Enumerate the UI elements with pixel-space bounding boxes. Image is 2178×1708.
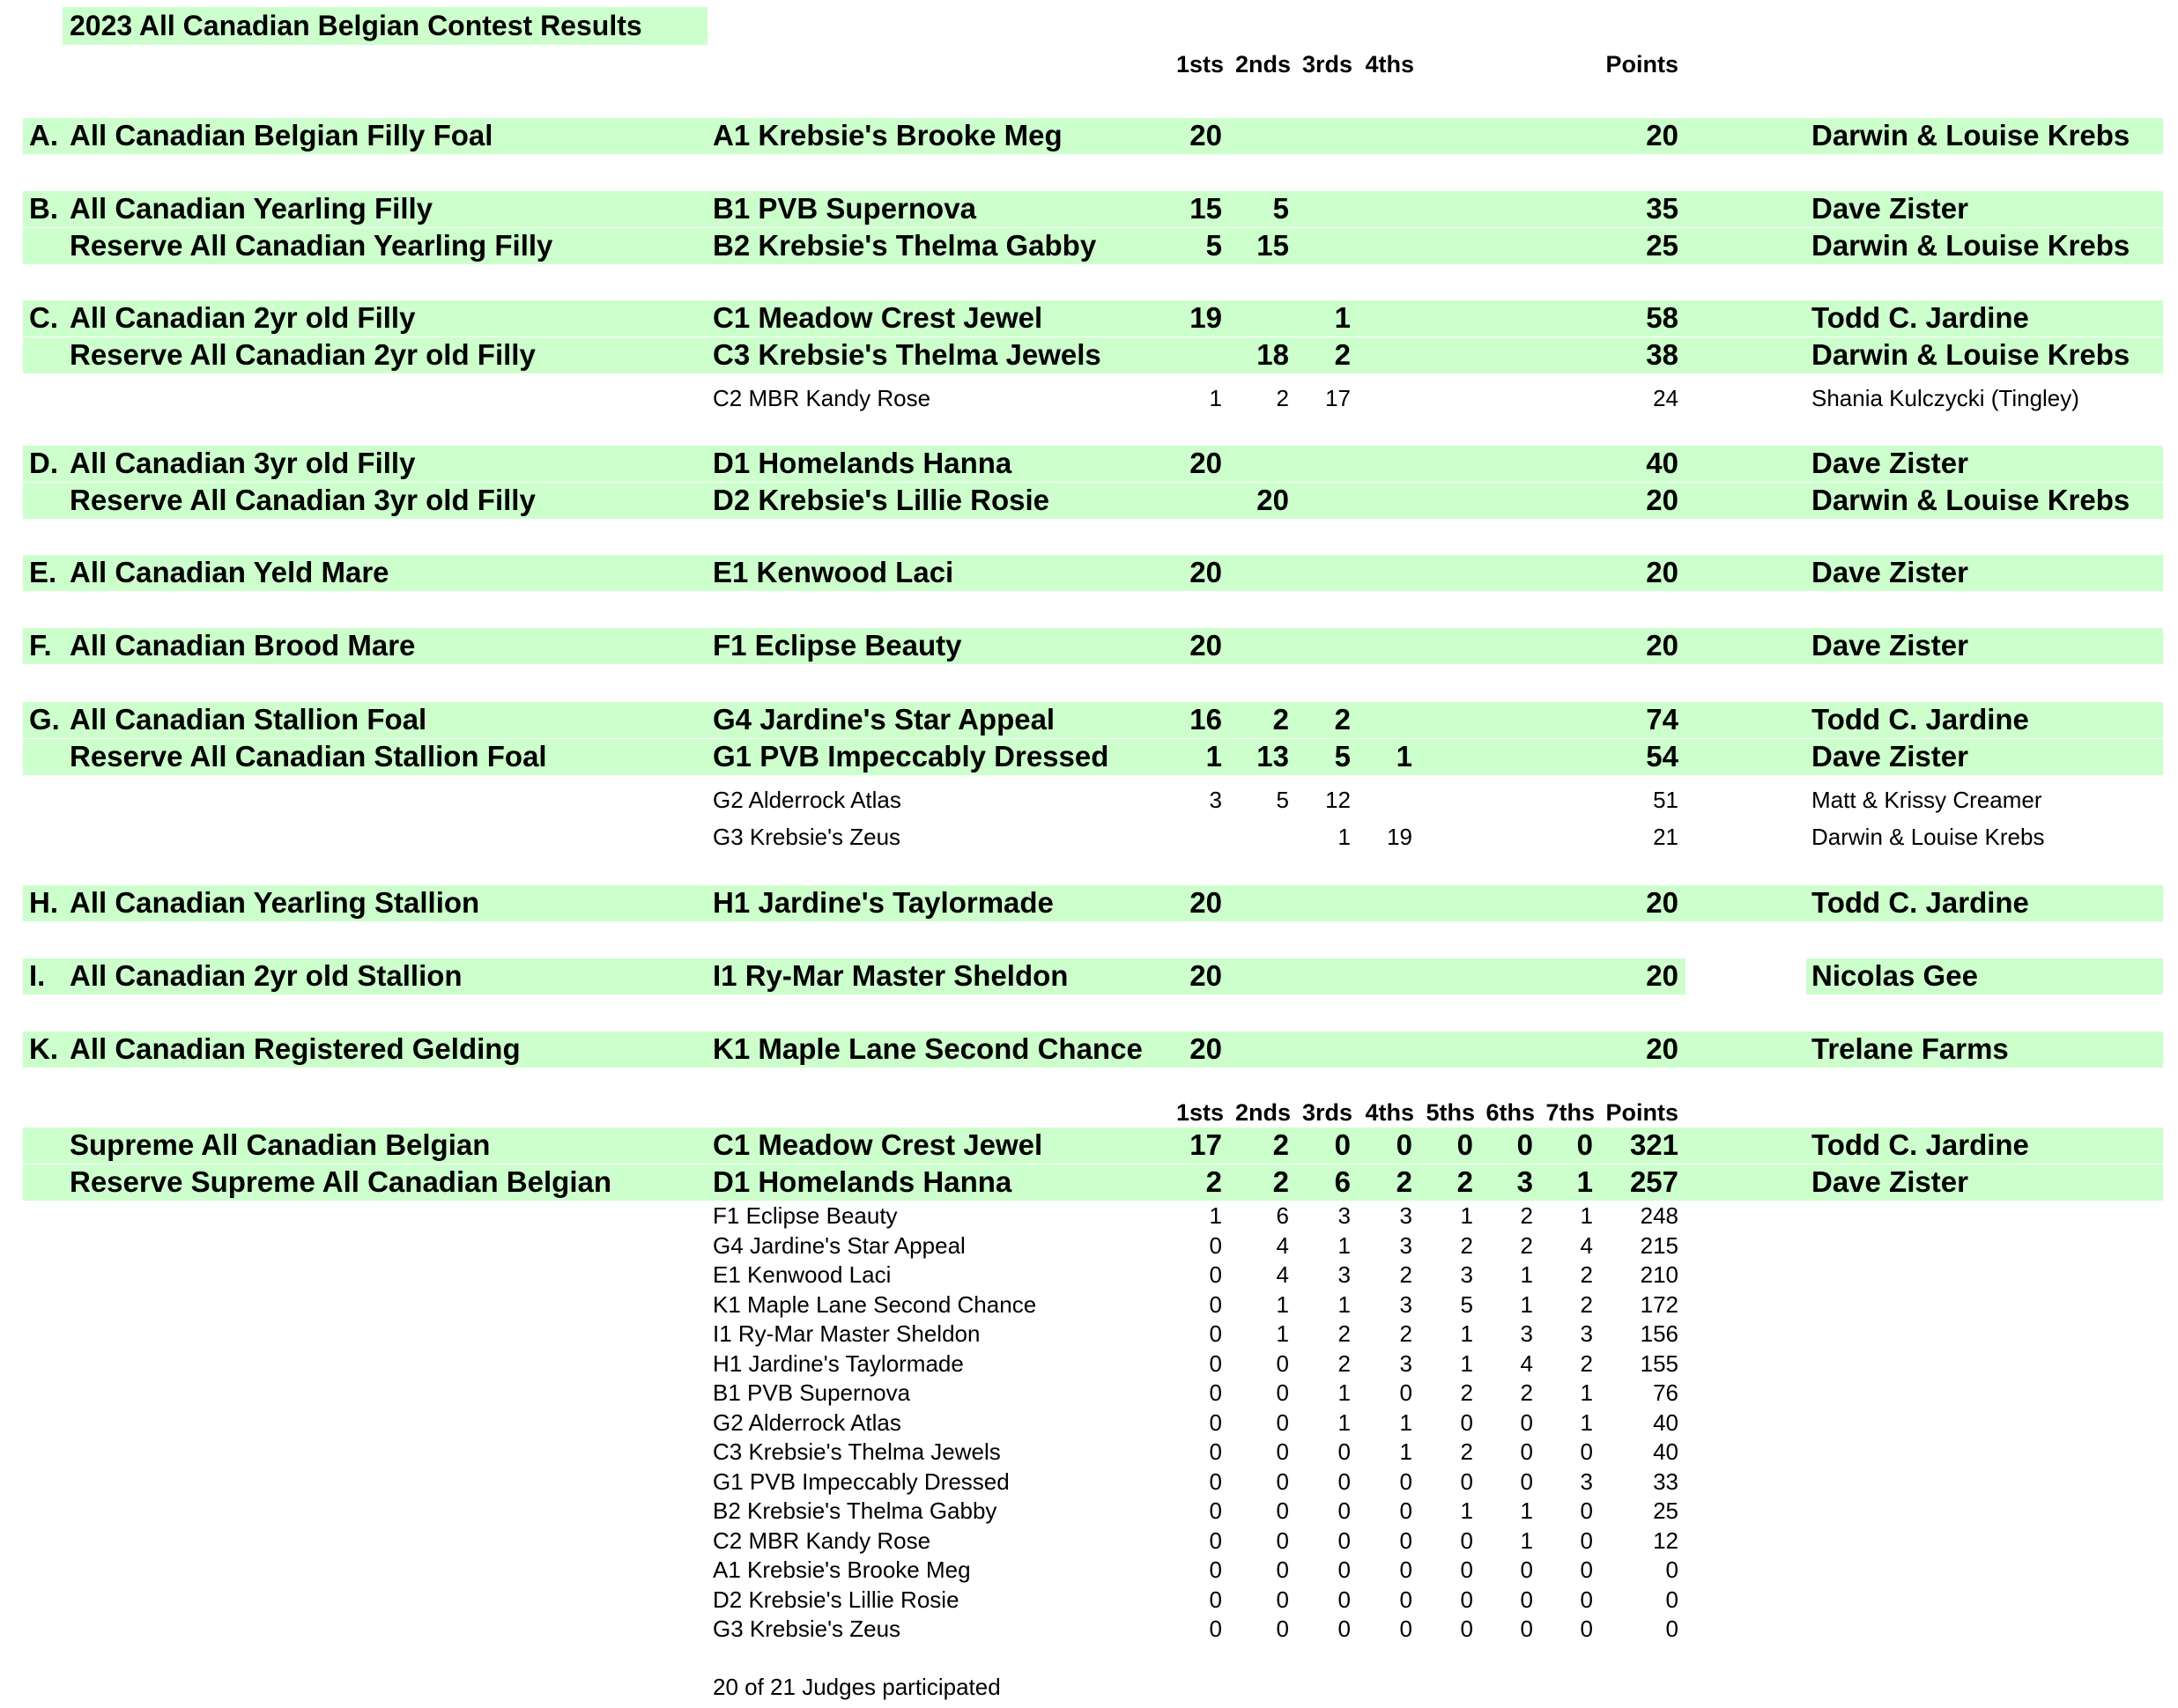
owner-name: Dave Zister [1811,1165,1968,1198]
placing-count: 0 [1276,1379,1289,1406]
placing-count: 1 [1460,1497,1473,1524]
placing-count: 1 [1460,1202,1473,1229]
points-value: 40 [1646,447,1678,479]
owner-name: Dave Zister [1811,740,1968,773]
placing-count: 0 [1337,1438,1351,1465]
horse-name: K1 Maple Lane Second Chance [713,1032,1143,1065]
points-value: 58 [1646,301,1678,334]
placing-count: 20 [1189,886,1222,919]
placing-count: 1 [1276,1290,1289,1318]
placing-count: 3 [1399,1202,1412,1229]
placing-count: 0 [1580,1497,1593,1524]
points-value: 0 [1665,1616,1678,1642]
placing-count: 2 [1396,1165,1412,1198]
points-value: 155 [1640,1349,1678,1377]
points-value: 40 [1653,1438,1678,1465]
placing-count: 1 [1580,1202,1593,1229]
placing-count: 0 [1520,1616,1533,1642]
column-header: 1sts [1175,1099,1224,1126]
placing-count: 3 [1337,1261,1351,1288]
horse-name: C1 Meadow Crest Jewel [713,1128,1043,1161]
placing-count: 0 [1520,1438,1533,1465]
horse-name: B1 PVB Supernova [713,1379,911,1406]
points-value: 74 [1646,703,1678,736]
horse-name: E1 Kenwood Laci [713,1261,892,1288]
class-label: All Canadian Yearling Stallion [70,886,480,919]
placing-count: 2 [1456,1165,1473,1198]
placing-count: 4 [1276,1261,1289,1288]
placing-count: 13 [1256,740,1289,773]
placing-count: 15 [1189,192,1222,225]
points-value: 20 [1646,556,1678,588]
placing-count: 0 [1276,1497,1289,1524]
placing-count: 2 [1520,1202,1533,1229]
class-label: All Canadian 3yr old Filly [70,447,416,479]
placing-count: 3 [1580,1468,1593,1495]
points-value: 24 [1653,385,1678,411]
placing-count: 1 [1209,385,1222,411]
owner-name: Darwin & Louise Krebs [1811,119,2130,152]
class-letter: H. [29,886,58,919]
class-label: Reserve All Canadian Yearling Filly [70,229,553,262]
column-header: 7ths [1545,1099,1595,1126]
placing-count: 1 [1399,1438,1412,1465]
column-header-points: Points [1605,1099,1678,1126]
points-value: 21 [1653,824,1678,850]
placing-count: 2 [1272,1165,1289,1198]
horse-name: C2 MBR Kandy Rose [713,385,931,411]
placing-count: 0 [1520,1556,1533,1583]
points-value: 38 [1646,338,1678,371]
placing-count: 5 [1272,192,1289,225]
placing-count: 3 [1516,1165,1533,1198]
points-value: 257 [1629,1165,1678,1198]
placing-count: 5 [1205,229,1222,262]
column-header: 6ths [1485,1099,1535,1126]
placing-count: 6 [1276,1202,1289,1229]
placing-count: 2 [1399,1261,1412,1288]
points-value: 20 [1646,886,1678,919]
placing-count: 1 [1576,1165,1593,1198]
column-header: 1sts [1175,51,1224,78]
class-letter: E. [29,556,57,588]
placing-count: 0 [1209,1438,1222,1465]
column-header-points: Points [1605,51,1678,78]
placing-count: 2 [1460,1438,1473,1465]
horse-name: H1 Jardine's Taylormade [713,1349,964,1377]
points-value: 51 [1653,787,1678,813]
owner-name: Dave Zister [1811,556,1968,588]
placing-count: 1 [1276,1320,1289,1347]
placing-count: 0 [1520,1586,1533,1613]
points-value: 25 [1646,229,1678,262]
placing-count: 2 [1337,1320,1351,1347]
placing-count: 1 [1460,1320,1473,1347]
points-value: 12 [1653,1527,1678,1554]
placing-count: 1 [1337,1379,1351,1406]
placing-count: 1 [1396,740,1412,773]
owner-name: Nicolas Gee [1811,959,1978,992]
placing-count: 3 [1460,1261,1473,1288]
placing-count: 0 [1337,1586,1351,1613]
placing-count: 0 [1276,1438,1289,1465]
placing-count: 0 [1399,1497,1412,1524]
points-value: 33 [1653,1468,1678,1495]
supreme-label: Reserve Supreme All Canadian Belgian [70,1165,611,1198]
class-label: All Canadian Stallion Foal [70,703,427,736]
placing-count: 0 [1337,1556,1351,1583]
column-header: 3rds [1301,51,1352,78]
horse-name: K1 Maple Lane Second Chance [713,1290,1037,1318]
placing-count: 1 [1580,1409,1593,1436]
horse-name: H1 Jardine's Taylormade [713,886,1054,919]
horse-name: G4 Jardine's Star Appeal [713,1231,966,1259]
placing-count: 0 [1209,1349,1222,1377]
owner-name: Todd C. Jardine [1811,301,2029,334]
placing-count: 0 [1337,1527,1351,1554]
horse-name: B1 PVB Supernova [713,192,976,225]
points-value: 321 [1629,1128,1678,1161]
class-label: All Canadian Registered Gelding [70,1032,521,1065]
class-label: Reserve All Canadian Stallion Foal [70,740,547,773]
column-header: 4ths [1365,1099,1414,1126]
horse-name: G2 Alderrock Atlas [713,787,901,813]
horse-name: D2 Krebsie's Lillie Rosie [713,1586,959,1613]
owner-name: Dave Zister [1811,629,1968,662]
placing-count: 2 [1272,1128,1289,1161]
placing-count: 20 [1189,447,1222,479]
horse-name: B2 Krebsie's Thelma Gabby [713,229,1097,262]
placing-count: 12 [1325,787,1351,813]
class-label: All Canadian 2yr old Filly [70,301,416,334]
horse-name: G2 Alderrock Atlas [713,1409,901,1436]
class-letter: I. [29,959,46,992]
placing-count: 0 [1337,1497,1351,1524]
class-letter: K. [29,1032,58,1065]
placing-count: 2 [1580,1290,1593,1318]
class-label: All Canadian Belgian Filly Foal [70,119,493,152]
class-letter: D. [29,447,58,479]
placing-count: 0 [1396,1128,1412,1161]
placing-count: 17 [1325,385,1351,411]
judges-note: 20 of 21 Judges participated [713,1674,1001,1700]
class-letter: A. [29,119,58,152]
placing-count: 0 [1460,1409,1473,1436]
column-header: 2nds [1234,51,1291,78]
placing-count: 17 [1189,1128,1222,1161]
horse-name: C2 MBR Kandy Rose [713,1527,931,1554]
placing-count: 1 [1337,1231,1351,1259]
placing-count: 0 [1460,1556,1473,1583]
placing-count: 0 [1276,1586,1289,1613]
placing-count: 1 [1337,1290,1351,1318]
placing-count: 0 [1456,1128,1473,1161]
placing-count: 20 [1189,119,1222,152]
placing-count: 0 [1209,1497,1222,1524]
horse-name: A1 Krebsie's Brooke Meg [713,119,1063,152]
placing-count: 0 [1580,1556,1593,1583]
points-value: 20 [1646,959,1678,992]
points-value: 54 [1646,740,1678,773]
placing-count: 0 [1580,1586,1593,1613]
placing-count: 2 [1334,338,1351,371]
horse-name: A1 Krebsie's Brooke Meg [713,1556,971,1583]
placing-count: 1 [1334,301,1351,334]
class-label: All Canadian Yeld Mare [70,556,389,588]
placing-count: 0 [1276,1468,1289,1495]
owner-name: Todd C. Jardine [1811,703,2029,736]
placing-count: 2 [1272,703,1289,736]
placing-count: 1 [1460,1349,1473,1377]
horse-name: G1 PVB Impeccably Dressed [713,740,1109,773]
points-value: 76 [1653,1379,1678,1406]
class-label: All Canadian 2yr old Stallion [70,959,463,992]
points-value: 210 [1640,1261,1678,1288]
horse-name: C3 Krebsie's Thelma Jewels [713,338,1101,371]
placing-count: 2 [1580,1349,1593,1377]
owner-name: Todd C. Jardine [1811,886,2029,919]
horse-name: F1 Eclipse Beauty [713,629,962,662]
placing-count: 0 [1276,1616,1289,1642]
horse-name: I1 Ry-Mar Master Sheldon [713,959,1069,992]
placing-count: 20 [1256,484,1289,516]
class-letter: G. [29,703,60,736]
placing-count: 0 [1460,1616,1473,1642]
supreme-label: Supreme All Canadian Belgian [70,1128,491,1161]
horse-name: C1 Meadow Crest Jewel [713,301,1043,334]
placing-count: 2 [1337,1349,1351,1377]
points-value: 20 [1646,1032,1678,1065]
placing-count: 20 [1189,959,1222,992]
placing-count: 4 [1580,1231,1593,1259]
placing-count: 0 [1209,1290,1222,1318]
owner-name: Darwin & Louise Krebs [1811,824,2045,850]
class-label: Reserve All Canadian 3yr old Filly [70,484,536,516]
placing-count: 4 [1276,1231,1289,1259]
placing-count: 1 [1580,1379,1593,1406]
horse-name: D1 Homelands Hanna [713,447,1012,479]
placing-count: 0 [1209,1320,1222,1347]
placing-count: 3 [1520,1320,1533,1347]
class-label: Reserve All Canadian 2yr old Filly [70,338,536,371]
placing-count: 0 [1337,1616,1351,1642]
column-header: 2nds [1234,1099,1291,1126]
placing-count: 5 [1334,740,1351,773]
placing-count: 3 [1399,1290,1412,1318]
placing-count: 3 [1580,1320,1593,1347]
placing-count: 2 [1399,1320,1412,1347]
points-value: 20 [1646,119,1678,152]
placing-count: 0 [1209,1379,1222,1406]
points-value: 0 [1665,1586,1678,1613]
placing-count: 0 [1580,1527,1593,1554]
points-value: 20 [1646,484,1678,516]
placing-count: 5 [1276,787,1289,813]
placing-count: 0 [1520,1468,1533,1495]
placing-count: 1 [1205,740,1222,773]
horse-name: F1 Eclipse Beauty [713,1202,898,1229]
placing-count: 6 [1334,1165,1351,1198]
placing-count: 0 [1399,1527,1412,1554]
points-value: 35 [1646,192,1678,225]
placing-count: 2 [1205,1165,1222,1198]
placing-count: 0 [1399,1379,1412,1406]
class-letter: B. [29,192,58,225]
horse-name: B2 Krebsie's Thelma Gabby [713,1497,997,1524]
placing-count: 1 [1520,1497,1533,1524]
points-value: 248 [1640,1202,1678,1229]
owner-name: Dave Zister [1811,192,1968,225]
placing-count: 0 [1580,1616,1593,1642]
placing-count: 4 [1520,1349,1533,1377]
points-value: 20 [1646,629,1678,662]
placing-count: 18 [1256,338,1289,371]
placing-count: 0 [1334,1128,1351,1161]
class-label: All Canadian Brood Mare [70,629,416,662]
placing-count: 2 [1460,1231,1473,1259]
placing-count: 3 [1337,1202,1351,1229]
placing-count: 0 [1399,1556,1412,1583]
placing-count: 20 [1189,1032,1222,1065]
owner-name: Matt & Krissy Creamer [1811,787,2042,813]
owner-name: Shania Kulczycki (Tingley) [1811,385,2079,411]
placing-count: 2 [1520,1231,1533,1259]
placing-count: 0 [1209,1468,1222,1495]
column-header: 3rds [1301,1099,1352,1126]
owner-name: Darwin & Louise Krebs [1811,229,2130,262]
points-value: 40 [1653,1409,1678,1436]
placing-count: 0 [1209,1231,1222,1259]
placing-count: 0 [1580,1438,1593,1465]
placing-count: 2 [1520,1379,1533,1406]
placing-count: 19 [1189,301,1222,334]
horse-name: D1 Homelands Hanna [713,1165,1012,1198]
placing-count: 0 [1209,1586,1222,1613]
placing-count: 1 [1337,824,1351,850]
owner-name: Darwin & Louise Krebs [1811,484,2130,516]
page-title: 2023 All Canadian Belgian Contest Results [70,10,642,41]
placing-count: 1 [1337,1409,1351,1436]
placing-count: 0 [1399,1586,1412,1613]
class-letter: C. [29,301,58,334]
placing-count: 1 [1520,1261,1533,1288]
placing-count: 20 [1189,629,1222,662]
placing-count: 2 [1276,385,1289,411]
placing-count: 0 [1276,1556,1289,1583]
placing-count: 0 [1460,1586,1473,1613]
owner-name: Dave Zister [1811,447,1968,479]
horse-name: G3 Krebsie's Zeus [713,824,901,850]
class-letter: F. [29,629,52,662]
placing-count: 0 [1576,1128,1593,1161]
placing-count: 16 [1189,703,1222,736]
placing-count: 1 [1399,1409,1412,1436]
points-value: 215 [1640,1231,1678,1259]
owner-name: Trelane Farms [1811,1032,2009,1065]
placing-count: 2 [1460,1379,1473,1406]
horse-name: G4 Jardine's Star Appeal [713,703,1056,736]
placing-count: 0 [1516,1128,1533,1161]
column-header: 4ths [1365,51,1414,78]
placing-count: 1 [1209,1202,1222,1229]
points-value: 25 [1653,1497,1678,1524]
placing-count: 5 [1460,1290,1473,1318]
placing-count: 0 [1276,1349,1289,1377]
placing-count: 0 [1209,1409,1222,1436]
horse-name: E1 Kenwood Laci [713,556,954,588]
owner-name: Todd C. Jardine [1811,1128,2029,1161]
points-value: 172 [1640,1290,1678,1318]
placing-count: 0 [1276,1409,1289,1436]
placing-count: 2 [1334,703,1351,736]
horse-name: D2 Krebsie's Lillie Rosie [713,484,1049,516]
placing-count: 2 [1580,1261,1593,1288]
placing-count: 1 [1520,1527,1533,1554]
placing-count: 3 [1209,787,1222,813]
placing-count: 15 [1256,229,1289,262]
placing-count: 0 [1337,1468,1351,1495]
placing-count: 0 [1209,1527,1222,1554]
horse-name: G3 Krebsie's Zeus [713,1616,901,1642]
class-label: All Canadian Yearling Filly [70,192,433,225]
placing-count: 0 [1399,1616,1412,1642]
placing-count: 1 [1520,1290,1533,1318]
horse-name: I1 Ry-Mar Master Sheldon [713,1320,981,1347]
placing-count: 0 [1209,1261,1222,1288]
column-header: 5ths [1426,1099,1475,1126]
points-value: 0 [1665,1556,1678,1583]
placing-count: 0 [1460,1527,1473,1554]
placing-count: 3 [1399,1231,1412,1259]
placing-count: 20 [1189,556,1222,588]
placing-count: 0 [1276,1527,1289,1554]
placing-count: 0 [1520,1409,1533,1436]
owner-name: Darwin & Louise Krebs [1811,338,2130,371]
placing-count: 0 [1460,1468,1473,1495]
horse-name: C3 Krebsie's Thelma Jewels [713,1438,1001,1465]
placing-count: 3 [1399,1349,1412,1377]
placing-count: 0 [1399,1468,1412,1495]
placing-count: 0 [1209,1616,1222,1642]
placing-count: 19 [1387,824,1412,850]
placing-count: 0 [1209,1556,1222,1583]
horse-name: G1 PVB Impeccably Dressed [713,1468,1010,1495]
points-value: 156 [1640,1320,1678,1347]
